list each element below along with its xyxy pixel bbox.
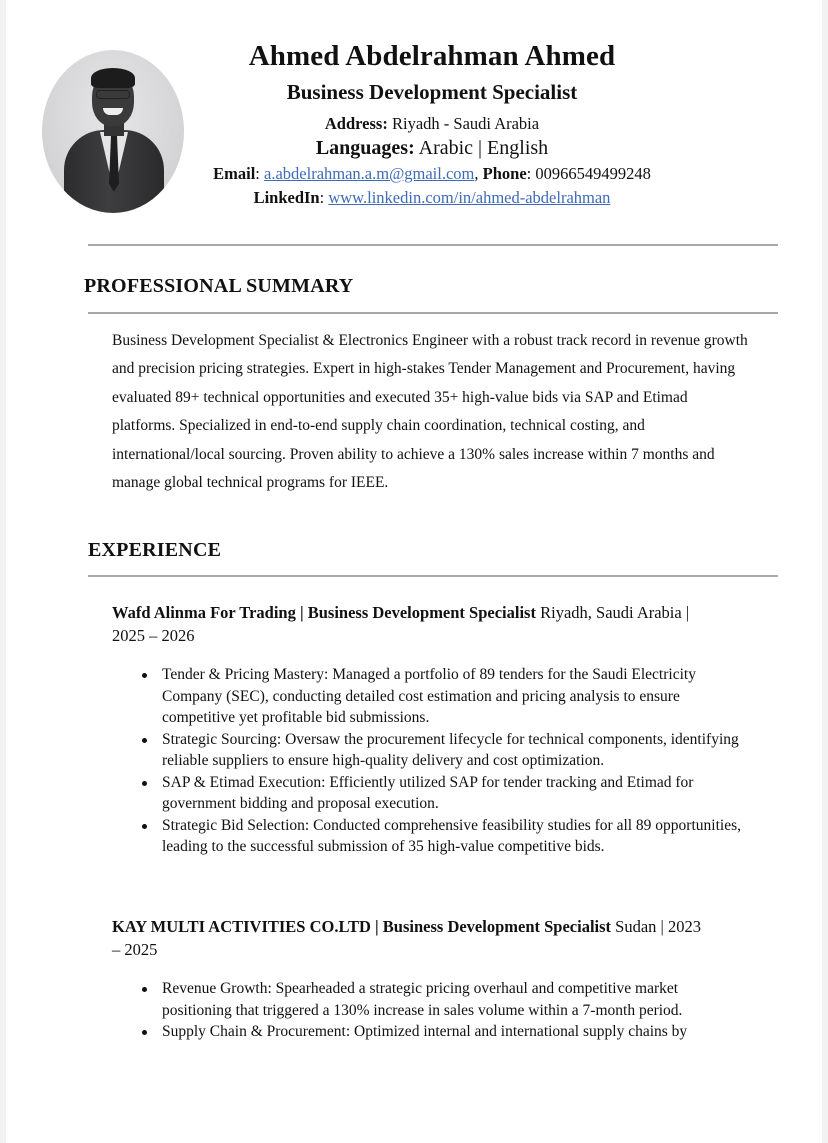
bullet-icon bbox=[142, 673, 147, 678]
phone-value: 00966549499248 bbox=[535, 164, 651, 183]
bullet-text: Supply Chain & Procurement: Optimized internal and international supply chains by bbox=[162, 1023, 688, 1040]
job-location-dates: Sudan | 2023 – 2025 bbox=[112, 917, 701, 959]
job-location-dates: Riyadh, Saudi Arabia | 2025 – 2026 bbox=[112, 603, 690, 645]
summary-text: Business Development Specialist & Electronics Engineer with a robust track record in revenue growth and precision pricing strategies. Expert in high-stakes Tender Management and Procurement, having evaluated 89+ technical opportunities and executed 35+ high-value bids via SAP and Etimad platforms. Specialized in end-to-end supply chain coordination, technical costing, and international/local sourcing. Proven ability to achieve a 130% sales increase within 7 months and manage global technical programs for IEEE. bbox=[112, 332, 748, 492]
bullet-icon bbox=[142, 781, 147, 786]
photo-hair bbox=[91, 68, 135, 88]
job-header bbox=[112, 915, 712, 961]
bullet-text: Strategic Bid Selection: Conducted comprehensive feasibility studies for all 89 opportunities, leading to the successful submission of 35 high-value competitive bids. bbox=[162, 816, 741, 855]
experience-divider bbox=[88, 575, 778, 577]
languages-value: Arabic | English bbox=[414, 137, 549, 159]
job-bullet bbox=[112, 729, 742, 772]
languages-line bbox=[186, 137, 678, 160]
contact-comma: , bbox=[474, 164, 483, 183]
job-bullets bbox=[112, 978, 742, 1043]
resume-page bbox=[6, 0, 822, 1143]
bullet-icon bbox=[142, 738, 147, 743]
header-divider bbox=[88, 244, 778, 246]
job-company-role: Wafd Alinma For Trading | Business Development Specialist bbox=[112, 603, 536, 622]
email-link[interactable]: a.abdelrahman.a.m@gmail.com bbox=[264, 164, 475, 183]
job-company-role: KAY MULTI ACTIVITIES CO.LTD | Business Development Specialist bbox=[112, 917, 612, 936]
email-separator: : bbox=[255, 164, 265, 183]
summary-divider bbox=[88, 312, 778, 314]
contact-line bbox=[186, 164, 678, 184]
linkedin-line bbox=[186, 188, 678, 208]
bullet-text: SAP & Etimad Execution: Efficiently utilized SAP for tender tracking and Etimad for government bidding and proposal execution. bbox=[162, 773, 694, 812]
job-header bbox=[112, 601, 712, 647]
address-value: Riyadh - Saudi Arabia bbox=[387, 114, 540, 133]
job-bullet bbox=[112, 772, 742, 815]
email-label: Email bbox=[213, 164, 256, 183]
linkedin-link[interactable]: www.linkedin.com/in/ahmed-abdelrahman bbox=[328, 188, 611, 207]
job-bullets bbox=[112, 664, 742, 858]
job-bullet bbox=[112, 978, 742, 1021]
languages-label: Languages: bbox=[315, 137, 415, 159]
candidate-name: Ahmed Abdelrahman Ahmed bbox=[248, 40, 616, 72]
linkedin-separator: : bbox=[319, 188, 329, 207]
photo-glasses bbox=[96, 90, 130, 99]
linkedin-label: LinkedIn bbox=[253, 188, 320, 207]
bullet-icon bbox=[142, 1030, 147, 1035]
job-bullet bbox=[112, 815, 742, 858]
bullet-text: Revenue Growth: Spearheaded a strategic pricing overhaul and competitive market positioning that triggered a 130% increase in sales volume within a 7-month period. bbox=[162, 980, 683, 1019]
address-line bbox=[186, 114, 678, 134]
summary-heading: PROFESSIONAL SUMMARY bbox=[84, 275, 354, 297]
phone-label: Phone bbox=[482, 164, 527, 183]
experience-heading: EXPERIENCE bbox=[88, 539, 222, 561]
bullet-icon bbox=[142, 824, 147, 829]
bullet-text: Tender & Pricing Mastery: Managed a portfolio of 89 tenders for the Saudi Electricity Company (SEC), conducting detailed cost estimation and pricing analysis to ensure competitive yet profitable bid submissions. bbox=[162, 666, 696, 726]
address-label: Address: bbox=[324, 114, 388, 133]
profile-photo bbox=[42, 50, 184, 213]
phone-separator: : bbox=[526, 164, 536, 183]
bullet-icon bbox=[142, 987, 147, 992]
job-bullet bbox=[112, 1021, 742, 1043]
candidate-role: Business Development Specialist bbox=[286, 80, 578, 104]
bullet-text: Strategic Sourcing: Oversaw the procurement lifecycle for technical components, identifying reliable suppliers to ensure high-quality delivery and cost optimization. bbox=[162, 730, 739, 769]
job-bullet bbox=[112, 664, 742, 729]
